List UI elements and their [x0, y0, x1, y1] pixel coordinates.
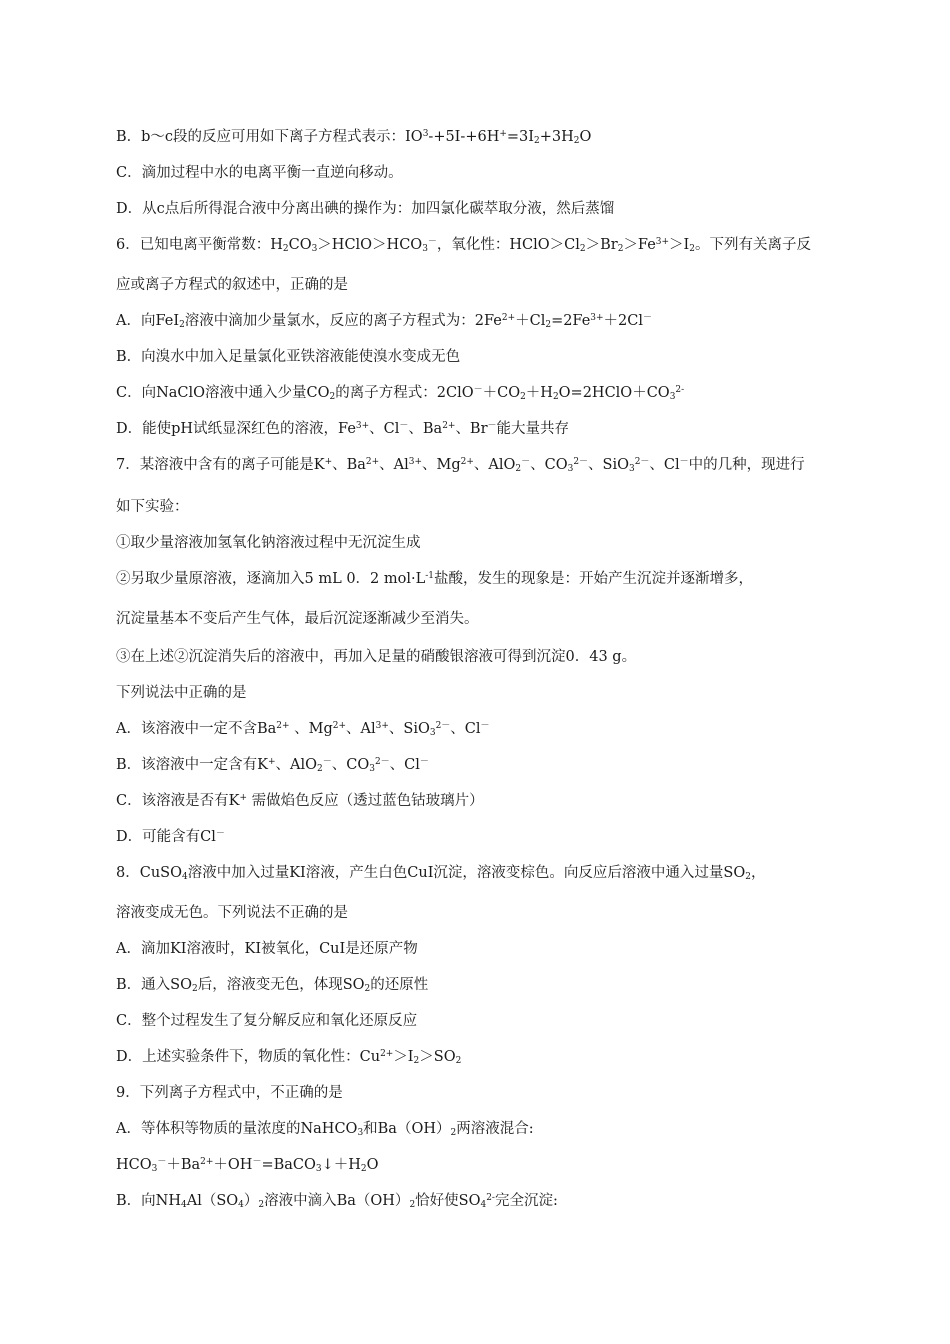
text-line — [116, 128, 591, 146]
superscript: － — [399, 421, 409, 432]
text-run: O — [366, 1157, 379, 1173]
text-line — [116, 792, 484, 810]
subscript: 2 — [515, 464, 522, 475]
subscript: 2 — [191, 984, 198, 995]
superscript: 3 — [422, 129, 429, 140]
text-line — [116, 420, 569, 438]
text-line — [116, 1012, 417, 1030]
superscript: 2- — [486, 1193, 495, 1204]
subscript: 2 — [689, 244, 695, 255]
text-run: 、Mg — [422, 457, 461, 473]
subscript: 3 — [151, 1164, 158, 1175]
text-line — [116, 164, 403, 182]
text-run: ＞SO — [419, 1049, 456, 1065]
subscript: 2 — [545, 320, 552, 331]
superscript: -1 — [425, 571, 435, 582]
subscript: 3 — [628, 464, 635, 475]
text-line — [116, 348, 460, 366]
superscript: － — [427, 237, 437, 248]
superscript: 2－ — [573, 457, 589, 468]
text-run: 后，溶液变无色，体现SO — [197, 977, 365, 993]
superscript: － — [521, 457, 531, 468]
text-run: HCO — [116, 1157, 152, 1173]
text-line — [116, 200, 614, 218]
text-run: ＋CO — [482, 385, 521, 401]
text-run: A．滴加KI溶液时，KI被氧化，CuI是还原产物 — [116, 941, 418, 957]
subscript: 3 — [311, 244, 318, 255]
subscript: 3 — [357, 1128, 364, 1139]
subscript: 2 — [745, 872, 751, 883]
superscript: + — [268, 757, 276, 768]
text-run: 、Ba — [332, 457, 366, 473]
text-run: 溶液中滴加少量氯水，反应的离子方程式为：2Fe — [184, 313, 502, 329]
text-run: B．b～c段的反应可用如下离子方程式表示：IO — [116, 129, 423, 145]
text-run: +6H — [465, 129, 500, 145]
subscript: 3 — [669, 392, 676, 403]
text-run: ↓＋H — [321, 1157, 361, 1173]
text-line — [116, 904, 348, 922]
subscript: 2 — [329, 392, 336, 403]
text-line — [116, 570, 753, 588]
text-run: O=2HClO＋CO — [558, 385, 670, 401]
text-run: 沉淀量基本不变后产生气体，最后沉淀逐渐减少至消失。 — [116, 611, 479, 627]
text-run: 盐酸，发生的现象是：开始产生沉淀并逐渐增多， — [434, 571, 754, 587]
text-run: 、AlO — [275, 757, 318, 773]
superscript: + — [499, 129, 507, 140]
subscript: 4 — [181, 1200, 187, 1211]
superscript: 2－ — [435, 721, 451, 732]
text-run: Al（SO — [186, 1193, 239, 1209]
superscript: 2- — [675, 385, 685, 396]
text-run: ＋OH — [213, 1157, 253, 1173]
text-run: ） — [243, 1193, 259, 1209]
text-run: +5I — [433, 129, 461, 145]
text-run: 9．下列离子方程式中，不正确的是 — [116, 1085, 343, 1101]
text-run: B．向NH — [116, 1193, 181, 1209]
text-run: B．该溶液中一定含有K — [116, 757, 268, 773]
text-run: 、AlO — [473, 457, 516, 473]
text-line — [116, 1192, 558, 1210]
subscript: 2 — [409, 1200, 416, 1211]
superscript: － — [215, 829, 225, 840]
text-run: D．上述实验条件下，物质的氧化性：Cu — [116, 1049, 381, 1065]
text-line — [116, 648, 636, 666]
subscript: 4 — [480, 1200, 487, 1211]
superscript: 2－ — [634, 457, 650, 468]
superscript: 2+ — [442, 421, 456, 432]
text-run: A．向FeI — [116, 313, 180, 329]
text-run: ， — [750, 865, 766, 881]
text-line — [116, 236, 811, 254]
subscript: 2 — [360, 1164, 367, 1175]
text-run: 两溶液混合: — [456, 1121, 534, 1137]
superscript: － — [487, 421, 497, 432]
subscript: 2 — [520, 392, 526, 403]
text-line — [116, 456, 805, 474]
text-run: 、CO — [530, 457, 568, 473]
text-line — [116, 498, 189, 516]
subscript: 3 — [369, 764, 375, 775]
subscript: 2 — [179, 320, 185, 331]
text-run: 、Br — [455, 421, 488, 437]
text-run: 如下实验： — [116, 499, 189, 515]
text-run: 、Cl — [389, 757, 420, 773]
subscript: 2 — [258, 1200, 265, 1211]
superscript: － — [643, 313, 652, 324]
superscript: － — [157, 1157, 167, 1168]
text-run: 、SiO — [588, 457, 629, 473]
superscript: + — [239, 793, 247, 804]
text-line — [116, 756, 429, 774]
text-run: 恰好使SO — [415, 1193, 481, 1209]
subscript: 2 — [282, 244, 289, 255]
superscript: 3+ — [655, 237, 670, 248]
text-run: A．等体积等物质的量浓度的NaHCO — [116, 1121, 358, 1137]
text-run: ＞Fe — [623, 237, 656, 253]
text-run: - — [428, 129, 434, 145]
superscript: － — [473, 385, 483, 396]
text-run: 完全沉淀: — [494, 1193, 558, 1209]
text-run: ＞I — [393, 1049, 414, 1065]
text-run: =BaCO — [261, 1157, 316, 1173]
subscript: 2 — [455, 1056, 462, 1067]
text-line — [116, 720, 490, 738]
text-run: =3I — [506, 129, 534, 145]
text-run: 下列说法中正确的是 — [116, 685, 247, 701]
superscript: 3+ — [408, 457, 423, 468]
text-run: +3H — [539, 129, 574, 145]
subscript: 4 — [181, 872, 188, 883]
text-run: 的离子方程式：2ClO — [335, 385, 474, 401]
text-run: 能大量共存 — [496, 421, 570, 437]
text-line — [116, 610, 479, 628]
text-run: 6．已知电离平衡常数：H — [116, 237, 283, 253]
superscript: 3+ — [590, 313, 604, 324]
text-line — [116, 864, 765, 882]
text-run: 8．CuSO — [116, 865, 182, 881]
text-run: ＋2Cl — [603, 313, 644, 329]
text-run: C．该溶液是否有K — [116, 793, 240, 809]
text-run: ＋Cl — [515, 313, 546, 329]
text-run: ＞Br — [585, 237, 618, 253]
text-run: =2Fe — [551, 313, 591, 329]
text-run: 、Mg — [289, 721, 333, 737]
text-line — [116, 684, 247, 702]
text-run: 、Cl — [369, 421, 400, 437]
text-run: 溶液中加入过量KI溶液，产生白色CuI沉淀，溶液变棕色。向反应后溶液中通入过量SO — [187, 865, 746, 881]
text-run: 的还原性 — [370, 977, 429, 993]
subscript: 2 — [552, 392, 559, 403]
subscript: 2 — [364, 984, 371, 995]
subscript: 2 — [450, 1128, 457, 1139]
text-run: C．整个过程发生了复分解反应和氧化还原反应 — [116, 1013, 418, 1029]
text-run: B．向溴水中加入足量氯化亚铁溶液能使溴水变成无色 — [116, 349, 461, 365]
text-run: 溶液变成无色。下列说法不正确的是 — [116, 905, 348, 921]
subscript: 3 — [429, 728, 436, 739]
superscript: 3+ — [355, 421, 370, 432]
superscript: 2+ — [365, 457, 380, 468]
subscript: 3 — [422, 244, 428, 255]
subscript: 3 — [567, 464, 574, 475]
text-line — [116, 312, 652, 330]
superscript: 2+ — [200, 1157, 214, 1168]
superscript: 2+ — [501, 313, 516, 324]
subscript: 2 — [317, 764, 323, 775]
text-run: ，氧化性：HClO＞Cl — [436, 237, 580, 253]
text-run: ①取少量溶液加氢氧化钠溶液过程中无沉淀生成 — [116, 535, 421, 551]
superscript: 2+ — [332, 721, 347, 732]
subscript: 3 — [315, 1164, 322, 1175]
text-line — [116, 1048, 461, 1066]
text-run: A．该溶液中一定不含Ba — [116, 721, 277, 737]
text-line — [116, 940, 418, 958]
text-line — [116, 976, 428, 994]
text-run: 、SiO — [388, 721, 430, 737]
text-run: B．通入SO — [116, 977, 192, 993]
superscript: + — [324, 457, 333, 468]
text-run: 。下列有关离子反 — [695, 237, 811, 253]
text-run: 溶液中滴入Ba（OH） — [264, 1193, 410, 1209]
text-run: 、Cl — [649, 457, 680, 473]
text-run: 、Al — [379, 457, 409, 473]
superscript: 3+ — [375, 721, 389, 732]
text-run: 应或离子方程式的叙述中，正确的是 — [116, 277, 348, 293]
superscript: － — [419, 757, 429, 768]
text-line — [116, 1156, 379, 1174]
text-run: ②另取少量原溶液，逐滴加入5 mL 0．2 mol·L — [116, 571, 426, 587]
superscript: 2－ — [374, 757, 390, 768]
text-line — [116, 534, 421, 552]
subscript: 2 — [534, 136, 540, 147]
text-run: D．能使pH试纸显深红色的溶液，Fe — [116, 421, 356, 437]
text-line — [116, 1120, 534, 1138]
subscript: 4 — [238, 1200, 244, 1211]
text-run: 和Ba（OH） — [363, 1121, 451, 1137]
text-run: 、Al — [346, 721, 376, 737]
text-run: 、CO — [331, 757, 370, 773]
text-run: 7．某溶液中含有的离子可能是K — [116, 457, 325, 473]
superscript: － — [252, 1157, 262, 1168]
subscript: 2 — [579, 244, 586, 255]
text-run: ＋H — [525, 385, 553, 401]
text-line — [116, 828, 225, 846]
superscript: 2+ — [380, 1049, 394, 1060]
subscript: 2 — [617, 244, 624, 255]
text-line — [116, 276, 348, 294]
text-run: D．可能含有Cl — [116, 829, 216, 845]
subscript: 2 — [413, 1056, 420, 1067]
text-run: ③在上述②沉淀消失后的溶液中，再加入足量的硝酸银溶液可得到沉淀0．43 g。 — [116, 649, 637, 665]
text-run: - — [460, 129, 466, 145]
text-run: 中的几种，现进行 — [688, 457, 805, 473]
text-run: C．向NaClO溶液中通入少量CO — [116, 385, 330, 401]
text-run: D．从c点后所得混合液中分离出碘的操作为：加四氯化碳萃取分液，然后蒸馏 — [116, 201, 615, 217]
text-line — [116, 384, 684, 402]
text-run: C．滴加过程中水的电离平衡一直逆向移动。 — [116, 165, 403, 181]
text-run: CO — [288, 237, 312, 253]
text-line — [116, 1084, 343, 1102]
text-run: 、Ba — [408, 421, 443, 437]
subscript: 2 — [573, 136, 580, 147]
text-run: ＞HClO＞HCO — [317, 237, 423, 253]
superscript: － — [322, 757, 332, 768]
superscript: 2+ — [276, 721, 290, 732]
superscript: － — [679, 457, 689, 468]
superscript: － — [480, 721, 490, 732]
text-run: 、Cl — [450, 721, 481, 737]
text-run: ＞I — [669, 237, 690, 253]
text-run: ＋Ba — [166, 1157, 201, 1173]
superscript: 2+ — [460, 457, 474, 468]
text-run: 需做焰色反应（透过蓝色钴玻璃片） — [246, 793, 484, 809]
text-run: O — [579, 129, 592, 145]
